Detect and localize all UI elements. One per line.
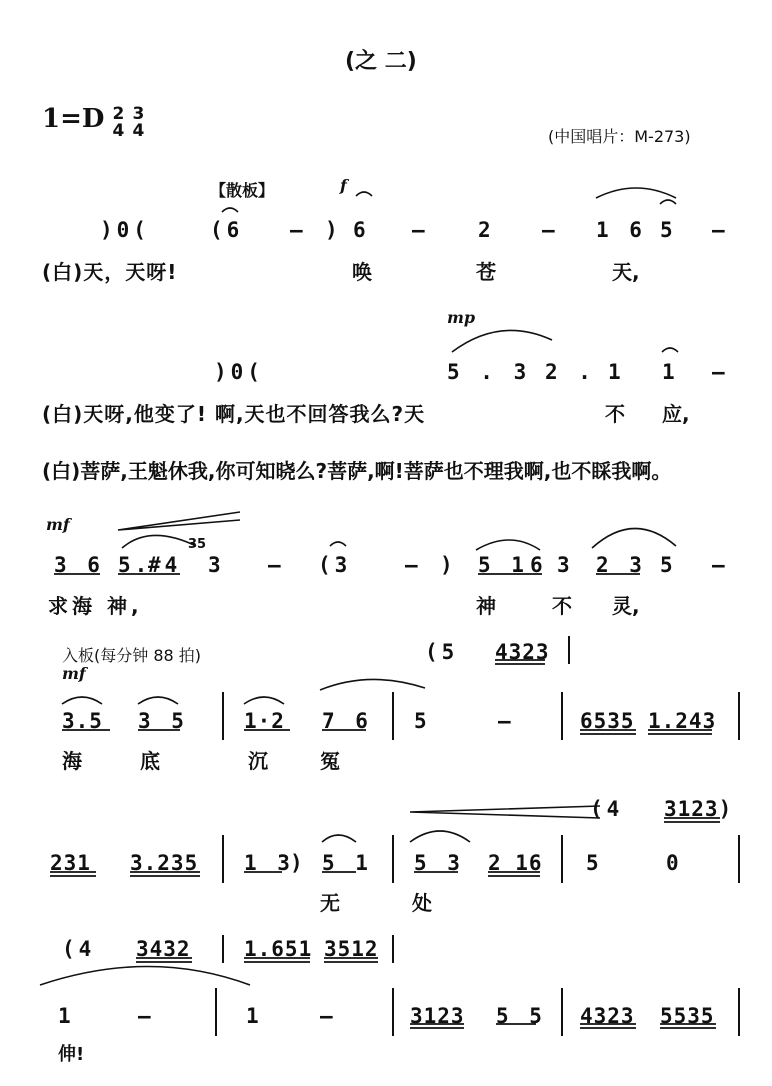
notes-l7-6: 4323 (580, 1004, 635, 1028)
notes-l4-0: 3 6 (54, 553, 104, 577)
notes-l1-2: – (290, 218, 307, 242)
notes-l4-8: ) (440, 553, 457, 577)
notes-l5-2: 1·2 (244, 709, 285, 733)
notes-l7-7: 5535 (660, 1004, 715, 1028)
tempo-mark-sanban: 【散板】 (210, 181, 275, 200)
lyric-l1-0: 唤 (352, 260, 372, 284)
lyric-l6-1: 处 (412, 891, 432, 915)
accomp-l6-0: (4 (590, 797, 624, 821)
lyric-l5-1: 底 (140, 749, 160, 773)
ts2-den: 4 (132, 120, 145, 141)
notes-l6-2: 1 3 (244, 851, 294, 875)
dynamic-mf-l4: mf (46, 515, 70, 534)
notes-l7-0: 1 (58, 1004, 75, 1028)
dynamic-mf-l5: mf (62, 664, 86, 683)
notes-l7-2: 1 (246, 1004, 263, 1028)
notes-l7-1: – (138, 1004, 155, 1028)
accomp-l7-1: 3432 (136, 937, 191, 961)
notes-l5-5: – (498, 709, 515, 733)
hairpin-l6 (410, 806, 600, 818)
lyric-l5-0: 海 (62, 749, 82, 773)
notes-l1-9: 5 (660, 218, 677, 242)
fermata-l1-b (356, 192, 372, 196)
notes-l5-4: 5 (414, 709, 431, 733)
lyric-l1-1: 苍 (476, 260, 496, 284)
notes-l6-8: 0 (666, 851, 683, 875)
lyric-l4-1: 不 (552, 594, 572, 618)
notes-l6-6: 2 16 (488, 851, 543, 875)
lyric-l4-2: 灵, (612, 594, 640, 618)
lyrics-l4-left: 求海 神, (48, 594, 143, 618)
notes-l1-8: 1 6 (596, 218, 646, 242)
fermata-l1-c (660, 200, 676, 204)
slur-l4-c (592, 528, 676, 548)
lyric-l2-1: 应, (662, 402, 690, 426)
notes-l2-3: 1 (608, 360, 625, 384)
notes-l2-5: – (712, 360, 729, 384)
tempo-mark-ruban: 入板(每分钟 88 拍) (62, 646, 202, 665)
lyric-l7-0: 伸! (58, 1044, 85, 1065)
accomp-l6-1: 3123) (664, 797, 733, 821)
notes-l6-5: 5 3 (414, 851, 464, 875)
slur-l5-c (244, 697, 284, 704)
slur-l5-b (138, 697, 178, 704)
slur-l2 (452, 330, 552, 352)
notes-l5-7: 1.243 (648, 709, 717, 733)
lyric-l2-0: 不 (605, 402, 625, 426)
spoken-l1: (白)天，天呀! (42, 260, 178, 284)
notes-l7-5: 5 5 (496, 1004, 546, 1028)
notes-l6-1: 3.235 (130, 851, 199, 875)
notes-l4-1: 5. (118, 553, 152, 577)
notes-l4-9: 5 1 (478, 553, 528, 577)
fermata-l4 (330, 542, 346, 546)
notes-l4-11: 3 (557, 553, 574, 577)
notes-l1-5: – (412, 218, 429, 242)
notes-l1-3: ) (325, 218, 342, 242)
notes-l2-2: 2 . (545, 360, 595, 384)
hairpin-l4 (118, 512, 240, 530)
notes-l6-0: 231 (50, 851, 91, 875)
accomp-l7-0: (4 (62, 937, 96, 961)
fermata-l2 (662, 348, 678, 352)
fermata-l1-a (222, 208, 238, 212)
notes-l7-3: – (320, 1004, 337, 1028)
dynamic-f: f (340, 176, 347, 195)
notes-l2-4: 1 (662, 360, 679, 384)
notes-l6-3: ) (290, 851, 307, 875)
notes-l4-2: #4 (148, 553, 182, 577)
spoken-l3: (白)菩萨,王魁休我,你可知晓么?菩萨,啊!菩萨也不理我啊,也不睬我啊。 (42, 459, 672, 483)
ts2-num: 3 (132, 103, 145, 124)
lyric-l5-2: 沉 (248, 749, 268, 773)
notes-l2-0: )0( (214, 360, 264, 384)
accomp-l5-0: (5 (425, 640, 459, 664)
section-title: (之 二) (345, 49, 417, 74)
notes-l4-5: – (268, 553, 285, 577)
slur-l4-b (476, 540, 540, 550)
slur-l1 (596, 188, 676, 198)
notes-l4-12: 2 3 (596, 553, 646, 577)
accomp-l7-2: 1.651 (244, 937, 313, 961)
notes-l4-6: (3 (318, 553, 352, 577)
lyric-l1-2: 天, (612, 260, 640, 284)
accomp-l5-1: 4323 (495, 640, 550, 664)
notes-l7-4: 3123 (410, 1004, 465, 1028)
accomp-l7-3: 3512 (324, 937, 379, 961)
slur-l5-d (320, 679, 425, 690)
notes-l1-0: )0( (100, 218, 150, 242)
notes-l5-3: 7 6 (322, 709, 372, 733)
notes-l6-7: 5 (586, 851, 603, 875)
notes-l5-0: 3.5 (62, 709, 103, 733)
notes-l1-6: 2 (478, 218, 495, 242)
notes-l5-1: 3 5 (138, 709, 188, 733)
lyric-l4-0: 神 (476, 594, 496, 618)
slur-l4-a (122, 535, 196, 548)
notes-l1-4: 6 (353, 218, 370, 242)
notes-l1-1: (6 (210, 218, 244, 242)
notes-l4-10: 6 (530, 553, 547, 577)
notes-l1-7: – (542, 218, 559, 242)
lyric-l5-3: 冤 (320, 749, 340, 773)
ts1-den: 4 (112, 120, 125, 141)
ts1-num: 2 (112, 103, 125, 124)
notes-l2-1: 5 . 3 (447, 360, 531, 384)
notes-l4-4: 3 (208, 553, 225, 577)
slur-l5-a (62, 697, 102, 704)
lyric-l6-0: 无 (320, 891, 340, 915)
notes-l6-4: 5 1 (322, 851, 372, 875)
dynamic-mp: mp (447, 308, 476, 327)
key-label: 1=D (42, 104, 105, 134)
notes-l4-7: – (405, 553, 422, 577)
slur-l6-a (410, 831, 470, 842)
notes-l4-13: 5 (660, 553, 677, 577)
slur-l6-b (322, 835, 356, 842)
slur-l7 (40, 967, 250, 986)
notes-l4-14: – (712, 553, 729, 577)
spoken-l2: (白)天呀,他变了! 啊,天也不回答我么?天 (42, 402, 426, 426)
grace-35: 35 (188, 537, 207, 552)
record-source: (中国唱片：M-273) (548, 127, 691, 146)
notes-l5-6: 6535 (580, 709, 635, 733)
notes-l1-10: – (712, 218, 729, 242)
